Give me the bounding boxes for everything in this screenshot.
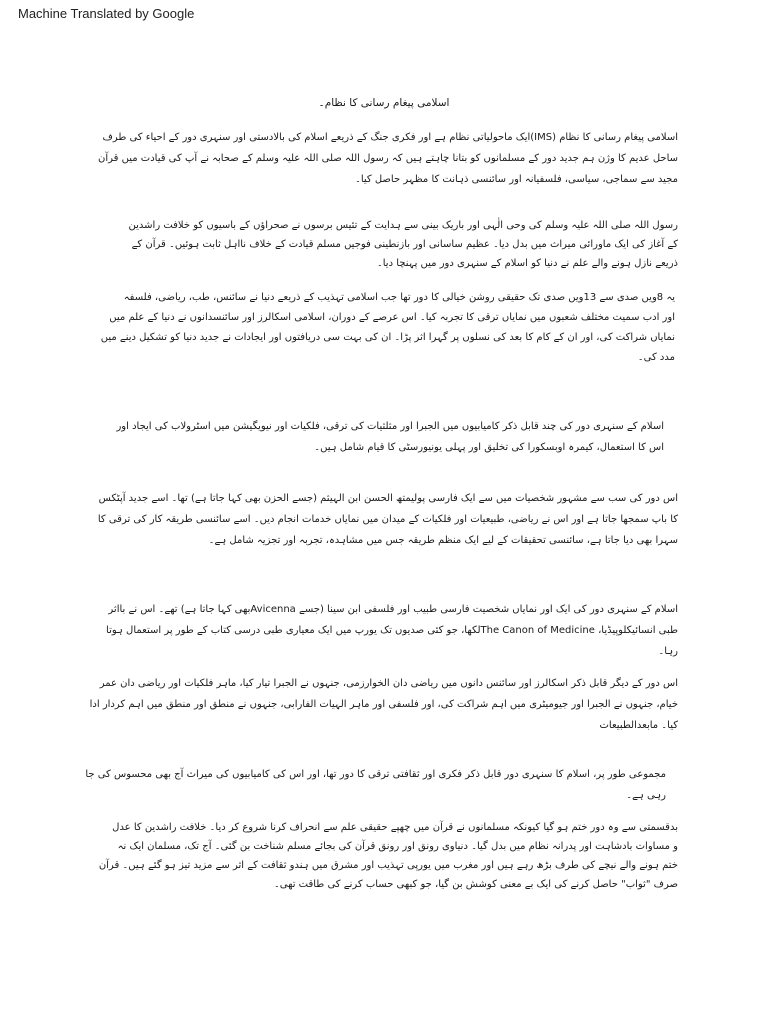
- paragraph-line: اسلام کے سنہری دور کی چند قابل ذکر کامیابیوں میں الجبرا اور مثلثیات کی ترقی، فلکیات اور نیویگیشن میں اسٹرولاب کی ایجاد اور: [116, 421, 664, 432]
- paragraph-line: خیام، جنہوں نے الجبرا اور جیومیٹری میں اہم شراکت کی، اور فلسفی اور ماہر الہیات الفارابی، جنہوں نے منطق اور منطق میں اہم کردار ادا: [89, 699, 678, 710]
- paragraph-line: اسلامی پیغام رسانی کا نظام (IMS)ایک ماحولیاتی نظام ہے اور فکری جنگ کے ذریعے اسلام کی بالادستی اور سنہری دور کے احیاء کی طرف: [102, 132, 678, 143]
- paragraph-line: ذریعے نازل ہونے والے علم نے دنیا کو اسلام کے سنہری دور میں پہنچا دیا۔: [376, 258, 678, 269]
- paragraph-line: بدقسمتی سے وہ دور ختم ہو گیا کیونکہ مسلمانوں نے قرآن میں چھپے حقیقی علم سے انحراف کرنا شروع کر دیا۔ خلافت راشدین کا عدل: [112, 822, 678, 833]
- paragraph-line: اس دور کے دیگر قابل ذکر اسکالرز اور سائنس دانوں میں ریاضی دان الخوارزمی، جنہوں نے الجبرا تیار کیا، ماہر فلکیات اور ریاضی دان عمر: [99, 678, 678, 689]
- paragraph-line: رہی ہے۔: [626, 790, 666, 801]
- paragraph-line: رہا۔: [658, 646, 678, 657]
- paragraph-line: کے آغاز کی ایک ماورائی میراث میں بدل دیا۔ عظیم ساسانی اور بازنطینی فوجیں مسلم قیادت کے خلاف نااہل ثابت ہوئیں۔ قرآن کے: [131, 239, 678, 250]
- paragraph-line: رسول اللہ صلی اللہ علیہ وسلم کی وحی الٰہی اور باریک بینی سے ہدایت کے تئیس برسوں نے صحراؤں کے باسیوں کو خلافت راشدین: [128, 220, 678, 231]
- paragraph-line: اور ادب سمیت مختلف شعبوں میں نمایاں ترقی کا تجربہ کیا۔ اس عرصے کے دوران، اسلامی اسکالرز اور سائنسدانوں نے دنیا کے علم میں: [109, 312, 675, 323]
- paragraph-line: ختم ہونے والے نیچے کی طرف بڑھ رہے ہیں اور مغرب میں یورپی تہذیب اور مشرق میں ہندو ثقافت کے اثر سے مزید تیز ہو گئے ہیں۔ قرآن: [98, 860, 678, 871]
- paragraph-line: نمایاں شراکت کی، اور ان کے کام کا بعد کی نسلوں پر گہرا اثر پڑا۔ ان کی بہت سی دریافتوں اور ایجادات نے جدید دنیا کو تشکیل دینے میں: [100, 332, 675, 343]
- document-title: اسلامی پیغام رسانی کا نظام۔: [318, 97, 450, 109]
- paragraph-ibn-al-haytham: [70, 488, 678, 551]
- machine-translation-banner: Machine Translated by Google: [18, 6, 195, 21]
- paragraph-line: و مساوات بادشاہت اور پدرانہ نظام میں بدل گیا۔ دنیاوی رونق اور رونق قرآن کی بجائے مسلم شناخت بن گئی۔ آج تک، مسلمان ایک نہ: [117, 841, 678, 852]
- paragraph-other-scholars: [70, 673, 678, 736]
- paragraph-ibn-sina: [70, 599, 678, 662]
- paragraph-line: سہرا بھی دیا جاتا ہے، سائنسی تحقیقات کے لیے ایک منظم طریقہ جس میں مشاہدہ، تجربہ اور تجزیہ شامل ہے۔: [208, 535, 678, 546]
- paragraph-decline: [70, 818, 678, 894]
- paragraph-revelation: [70, 216, 678, 273]
- paragraph-line: مجموعی طور پر، اسلام کا سنہری دور قابل ذکر فکری اور ثقافتی ترقی کا دور تھا، اور اس کی کامیابیوں کی میراث آج بھی محسوس کی جا: [85, 769, 666, 780]
- paragraph-line: مدد کی۔: [637, 352, 675, 363]
- paragraph-line: یہ 8ویں صدی سے 13ویں صدی تک حقیقی روشن خیالی کا دور تھا جب اسلامی تہذیب کے ذریعے دنیا نے سائنس، طب، ریاضی، فلسفہ: [123, 292, 675, 303]
- paragraph-ims-intro: [70, 127, 678, 190]
- paragraph-achievements: [70, 416, 664, 458]
- paragraph-line: ساحل عدیم کا وژن ہم جدید دور کے مسلمانوں کو بتانا چاہتے ہیں کہ رسول اللہ صلی اللہ علیہ وسلم کے صحابہ نے آپ کی قیادت میں قرآن: [98, 153, 678, 164]
- paragraph-line: کا باپ سمجھا جاتا ہے اور اس نے ریاضی، طبیعیات اور فلکیات کے میدان میں نمایاں خدمات انجام دیں۔ اسے سائنسی طریقہ کار کی ترقی کا: [97, 514, 678, 525]
- paragraph-enlightenment: [70, 288, 675, 368]
- paragraph-line: طبی انسائیکلوپیڈیا، The Canon of Medicineلکھا، جو کئی صدیوں تک یورپ میں ایک معیاری طبی درسی کتاب کے طور پر استعمال ہوتا: [106, 625, 678, 636]
- paragraph-line: اسلام کے سنہری دور کی ایک اور نمایاں شخصیت فارسی طبیب اور فلسفی ابن سینا (جسے Avicennaبھی کہا جاتا ہے) تھے۔ اس نے بااثر: [108, 604, 678, 615]
- paragraph-line: اس کا استعمال، کیمرہ اوبسکورا کی تخلیق اور پہلی یونیورسٹی کا قیام شامل ہیں۔: [314, 442, 664, 453]
- paragraph-summary: [70, 764, 666, 806]
- paragraph-line: مجید سے سماجی، سیاسی، فلسفیانہ اور سائنسی ذہانت کا مظہر حاصل کیا۔: [355, 174, 678, 185]
- paragraph-line: اس دور کی سب سے مشہور شخصیات میں سے ایک فارسی پولیمتھ الحسن ابن الہیثم (جسے الحزن بھی کہا جاتا ہے) تھا۔ اسے جدید آپٹکس: [98, 493, 678, 504]
- paragraph-line: صرف "ثواب" حاصل کرنے کی ایک بے معنی کوشش بن گیا، جو کبھی حساب کرنے کی طاقت تھی۔: [273, 879, 678, 890]
- paragraph-line: کیا۔ مابعدالطبیعات: [599, 720, 678, 731]
